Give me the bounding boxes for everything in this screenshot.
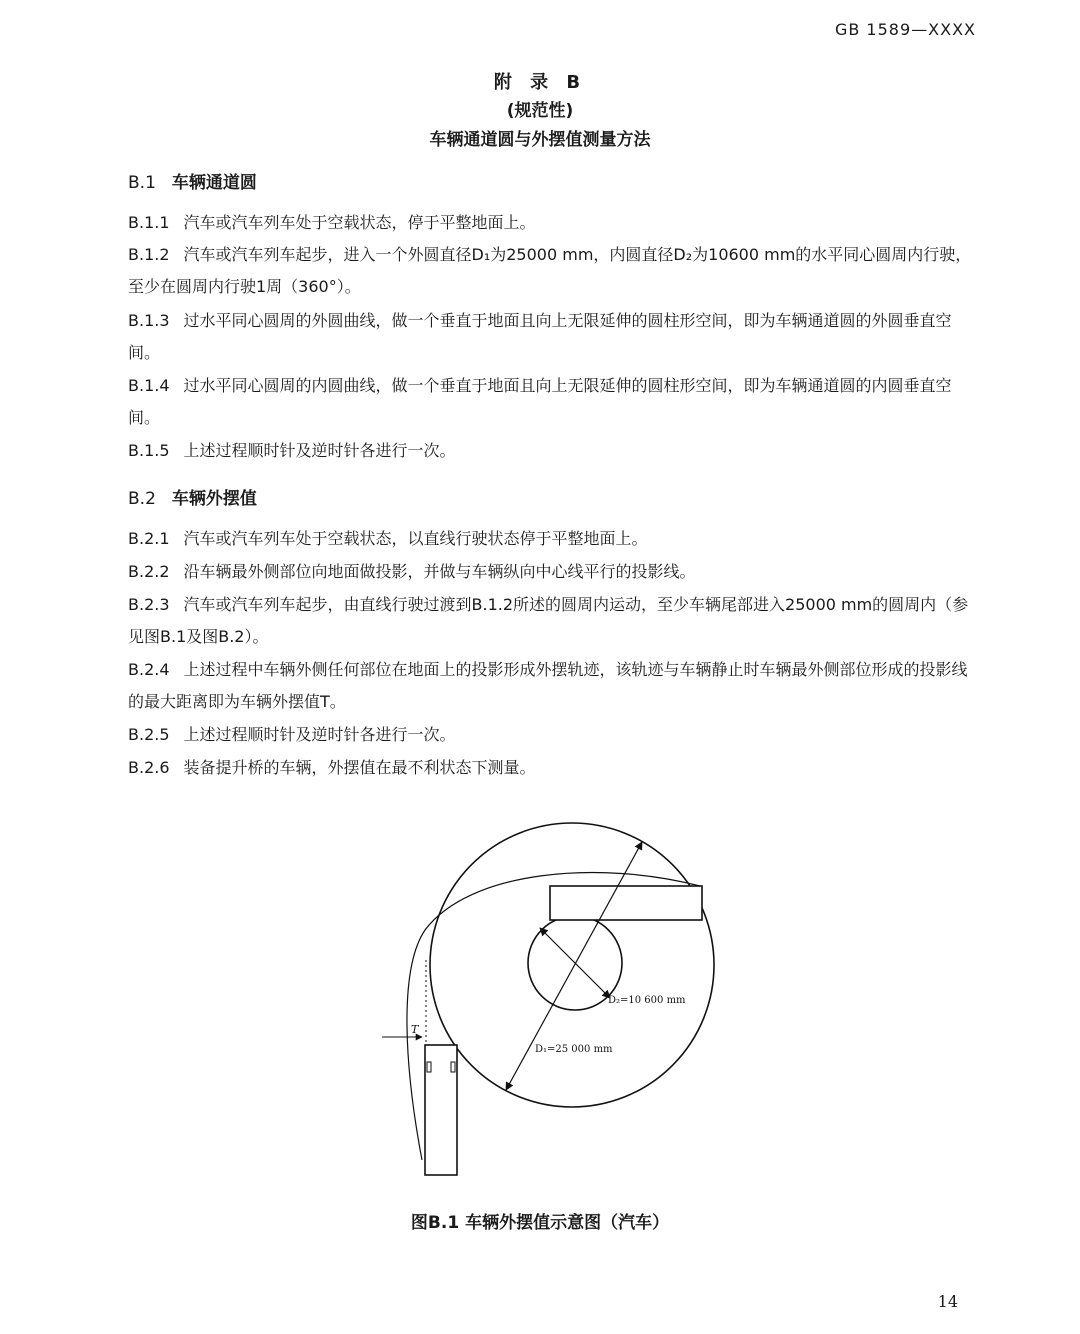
clause-number: B.1.3 (128, 311, 170, 330)
clause-text: 过水平同心圆周的外圆曲线，做一个垂直于地面且向上无限延伸的圆柱形空间，即为车辆通道圆的外圆垂直空间。 (128, 311, 952, 362)
clause-text: 汽车或汽车列车起步，由直线行驶过渡到B.1.2所述的圆周内运动，至少车辆尾部进入25000 mm的圆周内（参见图B.1及图B.2）。 (128, 595, 969, 646)
clause-number: B.2.4 (128, 660, 170, 679)
clause-b1-1 (128, 207, 978, 239)
figure-caption: 图B.1 车辆外摆值示意图（汽车） (410, 1213, 670, 1233)
clause-b2-5 (128, 719, 978, 751)
appendix-subtitle: (规范性) (506, 101, 574, 121)
clause-number: B.2.5 (128, 725, 170, 744)
clause-number: B.1.4 (128, 376, 170, 395)
section-number: B.2 (128, 489, 156, 509)
appendix-title: 附 录 B (493, 72, 587, 93)
clause-text: 汽车或汽车列车处于空载状态，以直线行驶状态停于平整地面上。 (183, 529, 648, 548)
clause-number: B.2.1 (128, 529, 170, 548)
clause-number: B.1.1 (128, 213, 170, 232)
clause-text: 沿车辆最外侧部位向地面做投影，并做与车辆纵向中心线平行的投影线。 (183, 562, 696, 581)
clause-b2-3 (128, 589, 978, 653)
clause-text: 过水平同心圆周的内圆曲线，做一个垂直于地面且向上无限延伸的圆柱形空间，即为车辆通道圆的内圆垂直空间。 (128, 376, 952, 427)
clause-text: 上述过程中车辆外侧任何部位在地面上的投影形成外摆轨迹，该轨迹与车辆静止时车辆最外侧部位形成的投影线的最大距离即为车辆外摆值T。 (128, 660, 968, 711)
section-number: B.1 (128, 173, 156, 193)
clause-b2-6 (128, 752, 978, 784)
clause-text: 上述过程顺时针及逆时针各进行一次。 (183, 441, 456, 460)
appendix-name: 车辆通道圆与外摆值测量方法 (429, 130, 651, 150)
clause-text: 装备提升桥的车辆，外摆值在最不利状态下测量。 (183, 758, 536, 777)
clause-text: 汽车或汽车列车处于空载状态，停于平整地面上。 (183, 213, 536, 232)
clause-number: B.1.5 (128, 441, 170, 460)
clause-b2-2 (128, 556, 978, 588)
vehicle-straight (425, 1045, 457, 1175)
label-t: T (411, 1023, 419, 1036)
page-number: 14 (937, 1292, 958, 1311)
d2-diameter-line (540, 928, 610, 998)
swing-out-diagram (380, 820, 740, 1190)
section-title: 车辆通道圆 (171, 173, 257, 193)
clause-number: B.2.6 (128, 758, 170, 777)
clause-b1-2 (128, 239, 978, 303)
section-heading-b1 (128, 168, 257, 193)
clause-b2-4 (128, 654, 978, 718)
label-d2: D₂=10 600 mm (608, 995, 686, 1006)
clause-number: B.1.2 (128, 245, 170, 264)
clause-number: B.2.3 (128, 595, 170, 614)
clause-text: 上述过程顺时针及逆时针各进行一次。 (183, 725, 456, 744)
outer-circle (430, 823, 714, 1107)
section-title: 车辆外摆值 (171, 489, 257, 509)
clause-b1-3 (128, 305, 978, 369)
section-heading-b2 (128, 484, 257, 509)
clause-number: B.2.2 (128, 562, 170, 581)
clause-b1-5 (128, 435, 978, 467)
clause-b2-1 (128, 523, 978, 555)
clause-b1-4 (128, 370, 978, 434)
clause-text: 汽车或汽车列车起步，进入一个外圆直径D₁为25000 mm，内圆直径D₂为10600 mm的水平同心圆周内行驶，至少在圆周内行驶1周（360°）。 (128, 245, 972, 296)
label-d1: D₁=25 000 mm (535, 1044, 613, 1055)
standard-code: GB 1589—XXXX (834, 20, 976, 39)
figure-b1 (380, 820, 740, 1190)
vehicle-top (550, 886, 702, 920)
